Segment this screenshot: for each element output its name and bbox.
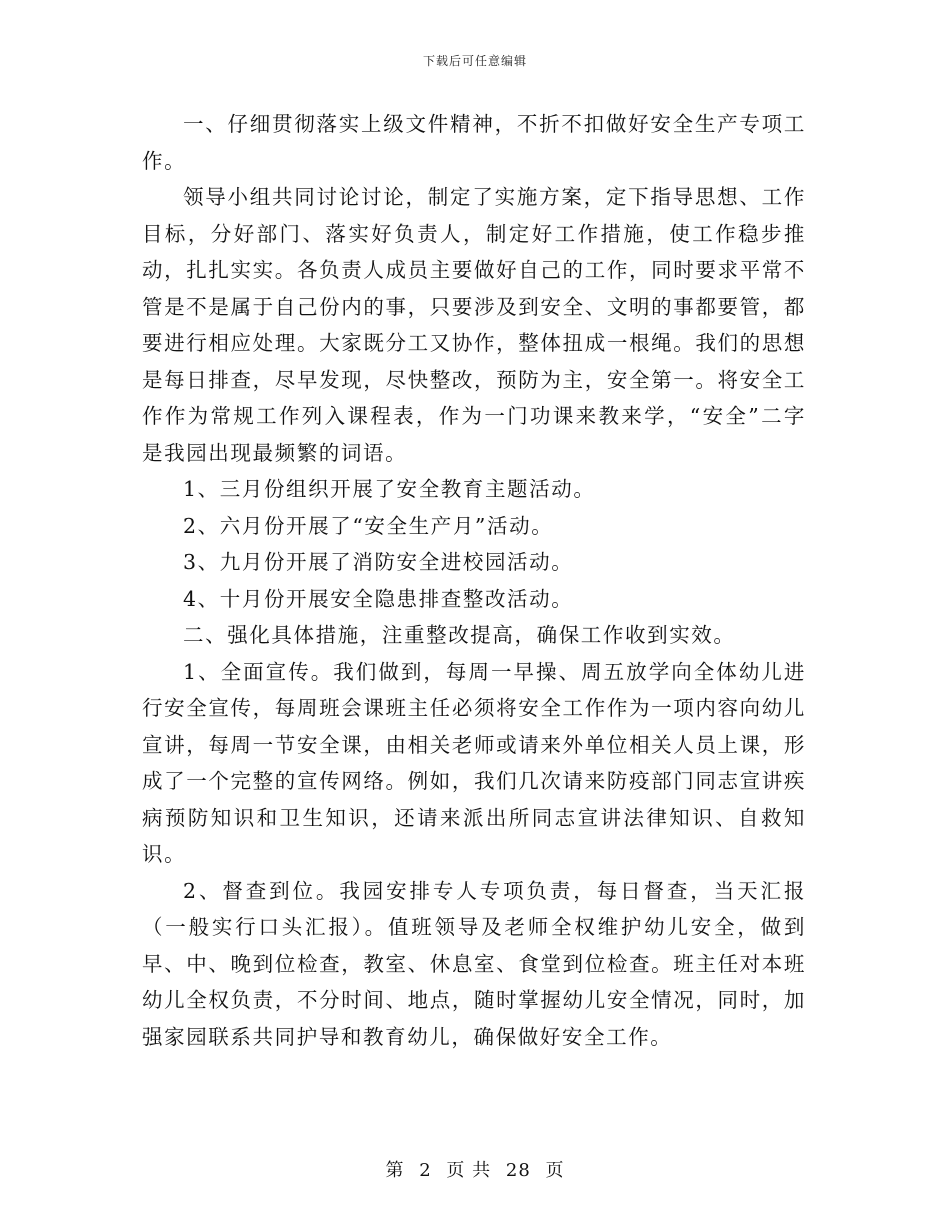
list-item: 4、十月份开展安全隐患排查整改活动。 [183,586,574,611]
list-item: 2、六月份开展了“安全生产月”活动。 [183,513,554,538]
body-paragraph: 2、督查到位。我园安排专人专项负责，每日督查，当天汇报（一般实行口头汇报）。值班领导及老师全权维护幼儿安全，做到早、中、晚到位检查，教室、休息室、食堂到位检查。班主任对本班幼儿全权负责，不分时间、地点，随时掌握幼儿安全情况，同时，加强家园联系共同护导和教育幼儿，确保做好安全工作。 [142,878,806,1049]
body-paragraph: 领导小组共同讨论讨论，制定了实施方案，定下指导思想、工作目标，分好部门、落实好负责人，制定好工作措施，使工作稳步推动，扎扎实实。各负责人成员主要做好自己的工作，同时要求平常不管是不是属于自己份内的事，只要涉及到安全、文明的事都要管，都要进行相应处理。大家既分工又协作，整体扭成一根绳。我们的思想是每日排查，尽早发现，尽快整改，预防为主，安全第一。将安全工作作为常规工作列入课程表，作为一门功课来教来学，“安全”二字是我园出现最频繁的词语。 [142,185,806,465]
page-footer [0,1156,950,1182]
list-item: 1、三月份组织开展了安全教育主题活动。 [183,477,596,501]
footer-middle: 页 共 [446,1160,492,1181]
page-header-note: 下载后可任意编辑 [422,54,527,68]
document-body [142,106,806,1055]
body-paragraph: 1、全面宣传。我们做到，每周一早操、周五放学向全体幼儿进行安全宣传，每周班会课班主任必须将安全工作作为一项内容向幼儿宣讲，每周一节安全课，由相关老师或请来外单位相关人员上课，形成了一个完整的宣传网络。例如，我们几次请来防疫部门同志宣讲疾病预防知识和卫生知识，还请来派出所同志宣讲法律知识、自救知识。 [142,659,806,866]
list-item: 3、九月份开展了消防安全进校园活动。 [183,550,574,574]
section-heading-2: 二、强化具体措施，注重整改提高，确保工作收到实效。 [183,623,736,647]
section-heading-1: 一、仔细贯彻落实上级文件精神，不折不扣做好安全生产专项工作。 [142,112,806,173]
footer-suffix: 页 [545,1160,565,1181]
footer-total-pages: 28 [505,1160,531,1181]
footer-current-page: 2 [419,1160,432,1181]
footer-prefix: 第 [385,1160,405,1181]
